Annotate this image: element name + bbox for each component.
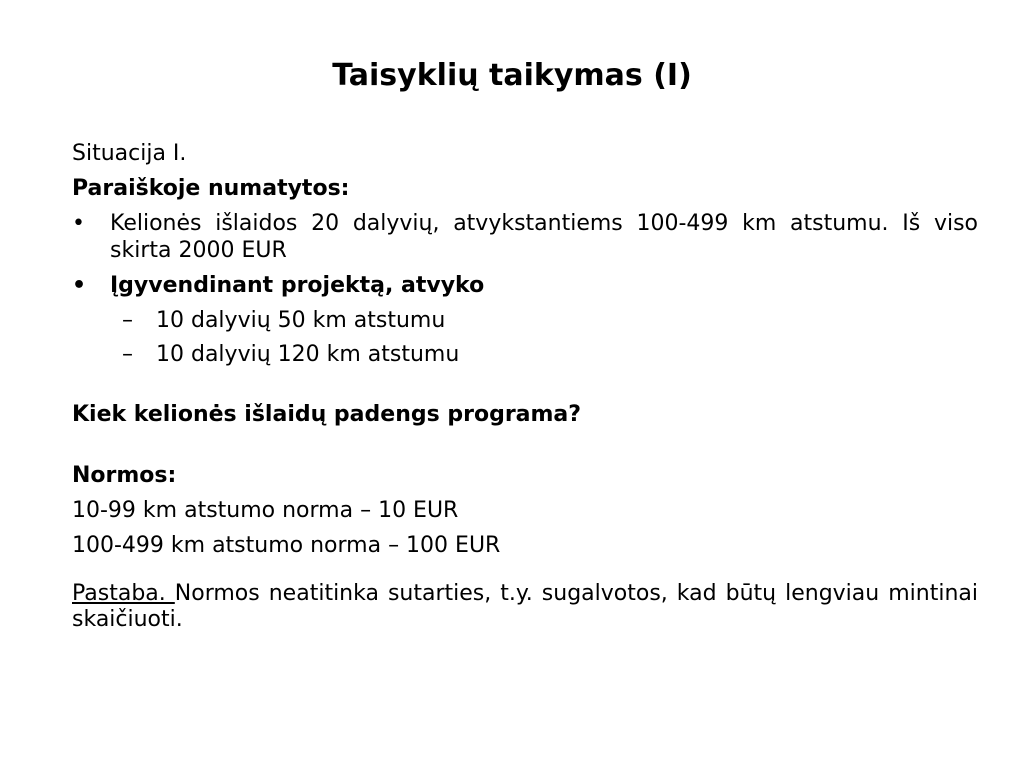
spacer bbox=[72, 436, 978, 462]
situation-label: Situacija I. bbox=[72, 141, 187, 166]
slide-title: Taisyklių taikymas (I) bbox=[332, 58, 692, 93]
bullet-mark: • bbox=[72, 273, 87, 298]
note-paragraph bbox=[72, 581, 978, 633]
slide-body bbox=[72, 140, 978, 633]
norm-line: 100-499 km atstumo norma – 100 EUR bbox=[72, 533, 501, 558]
norms-heading: Normos: bbox=[72, 463, 177, 488]
sub-item-text: 10 dalyvių 50 km atstumu bbox=[156, 308, 446, 333]
sub-item-text: 10 dalyvių 120 km atstumu bbox=[156, 342, 460, 367]
sub-item bbox=[72, 341, 978, 368]
planned-heading: Paraiškoje numatytos: bbox=[72, 176, 350, 201]
note-label: Pastaba. bbox=[72, 581, 175, 606]
bullet-item bbox=[72, 272, 978, 299]
question-text: Kiek kelionės išlaidų padengs programa? bbox=[72, 402, 582, 427]
norm-line: 10-99 km atstumo norma – 10 EUR bbox=[72, 498, 459, 523]
bullet-mark: • bbox=[72, 211, 85, 236]
bullet-item bbox=[72, 210, 978, 264]
note-text: Normos neatitinka sutarties, t.y. sugalvotos, kad būtų lengviau mintinai skaičiuoti. bbox=[72, 581, 978, 632]
dash-mark: – bbox=[122, 342, 133, 367]
spacer bbox=[72, 375, 978, 401]
bullet-text: Kelionės išlaidos 20 dalyvių, atvykstantiems 100-499 km atstumu. Iš viso skirta 2000 EUR bbox=[110, 211, 978, 263]
sub-item bbox=[72, 307, 978, 334]
bullet-text: Įgyvendinant projektą, atvyko bbox=[110, 273, 485, 298]
dash-mark: – bbox=[122, 308, 133, 333]
